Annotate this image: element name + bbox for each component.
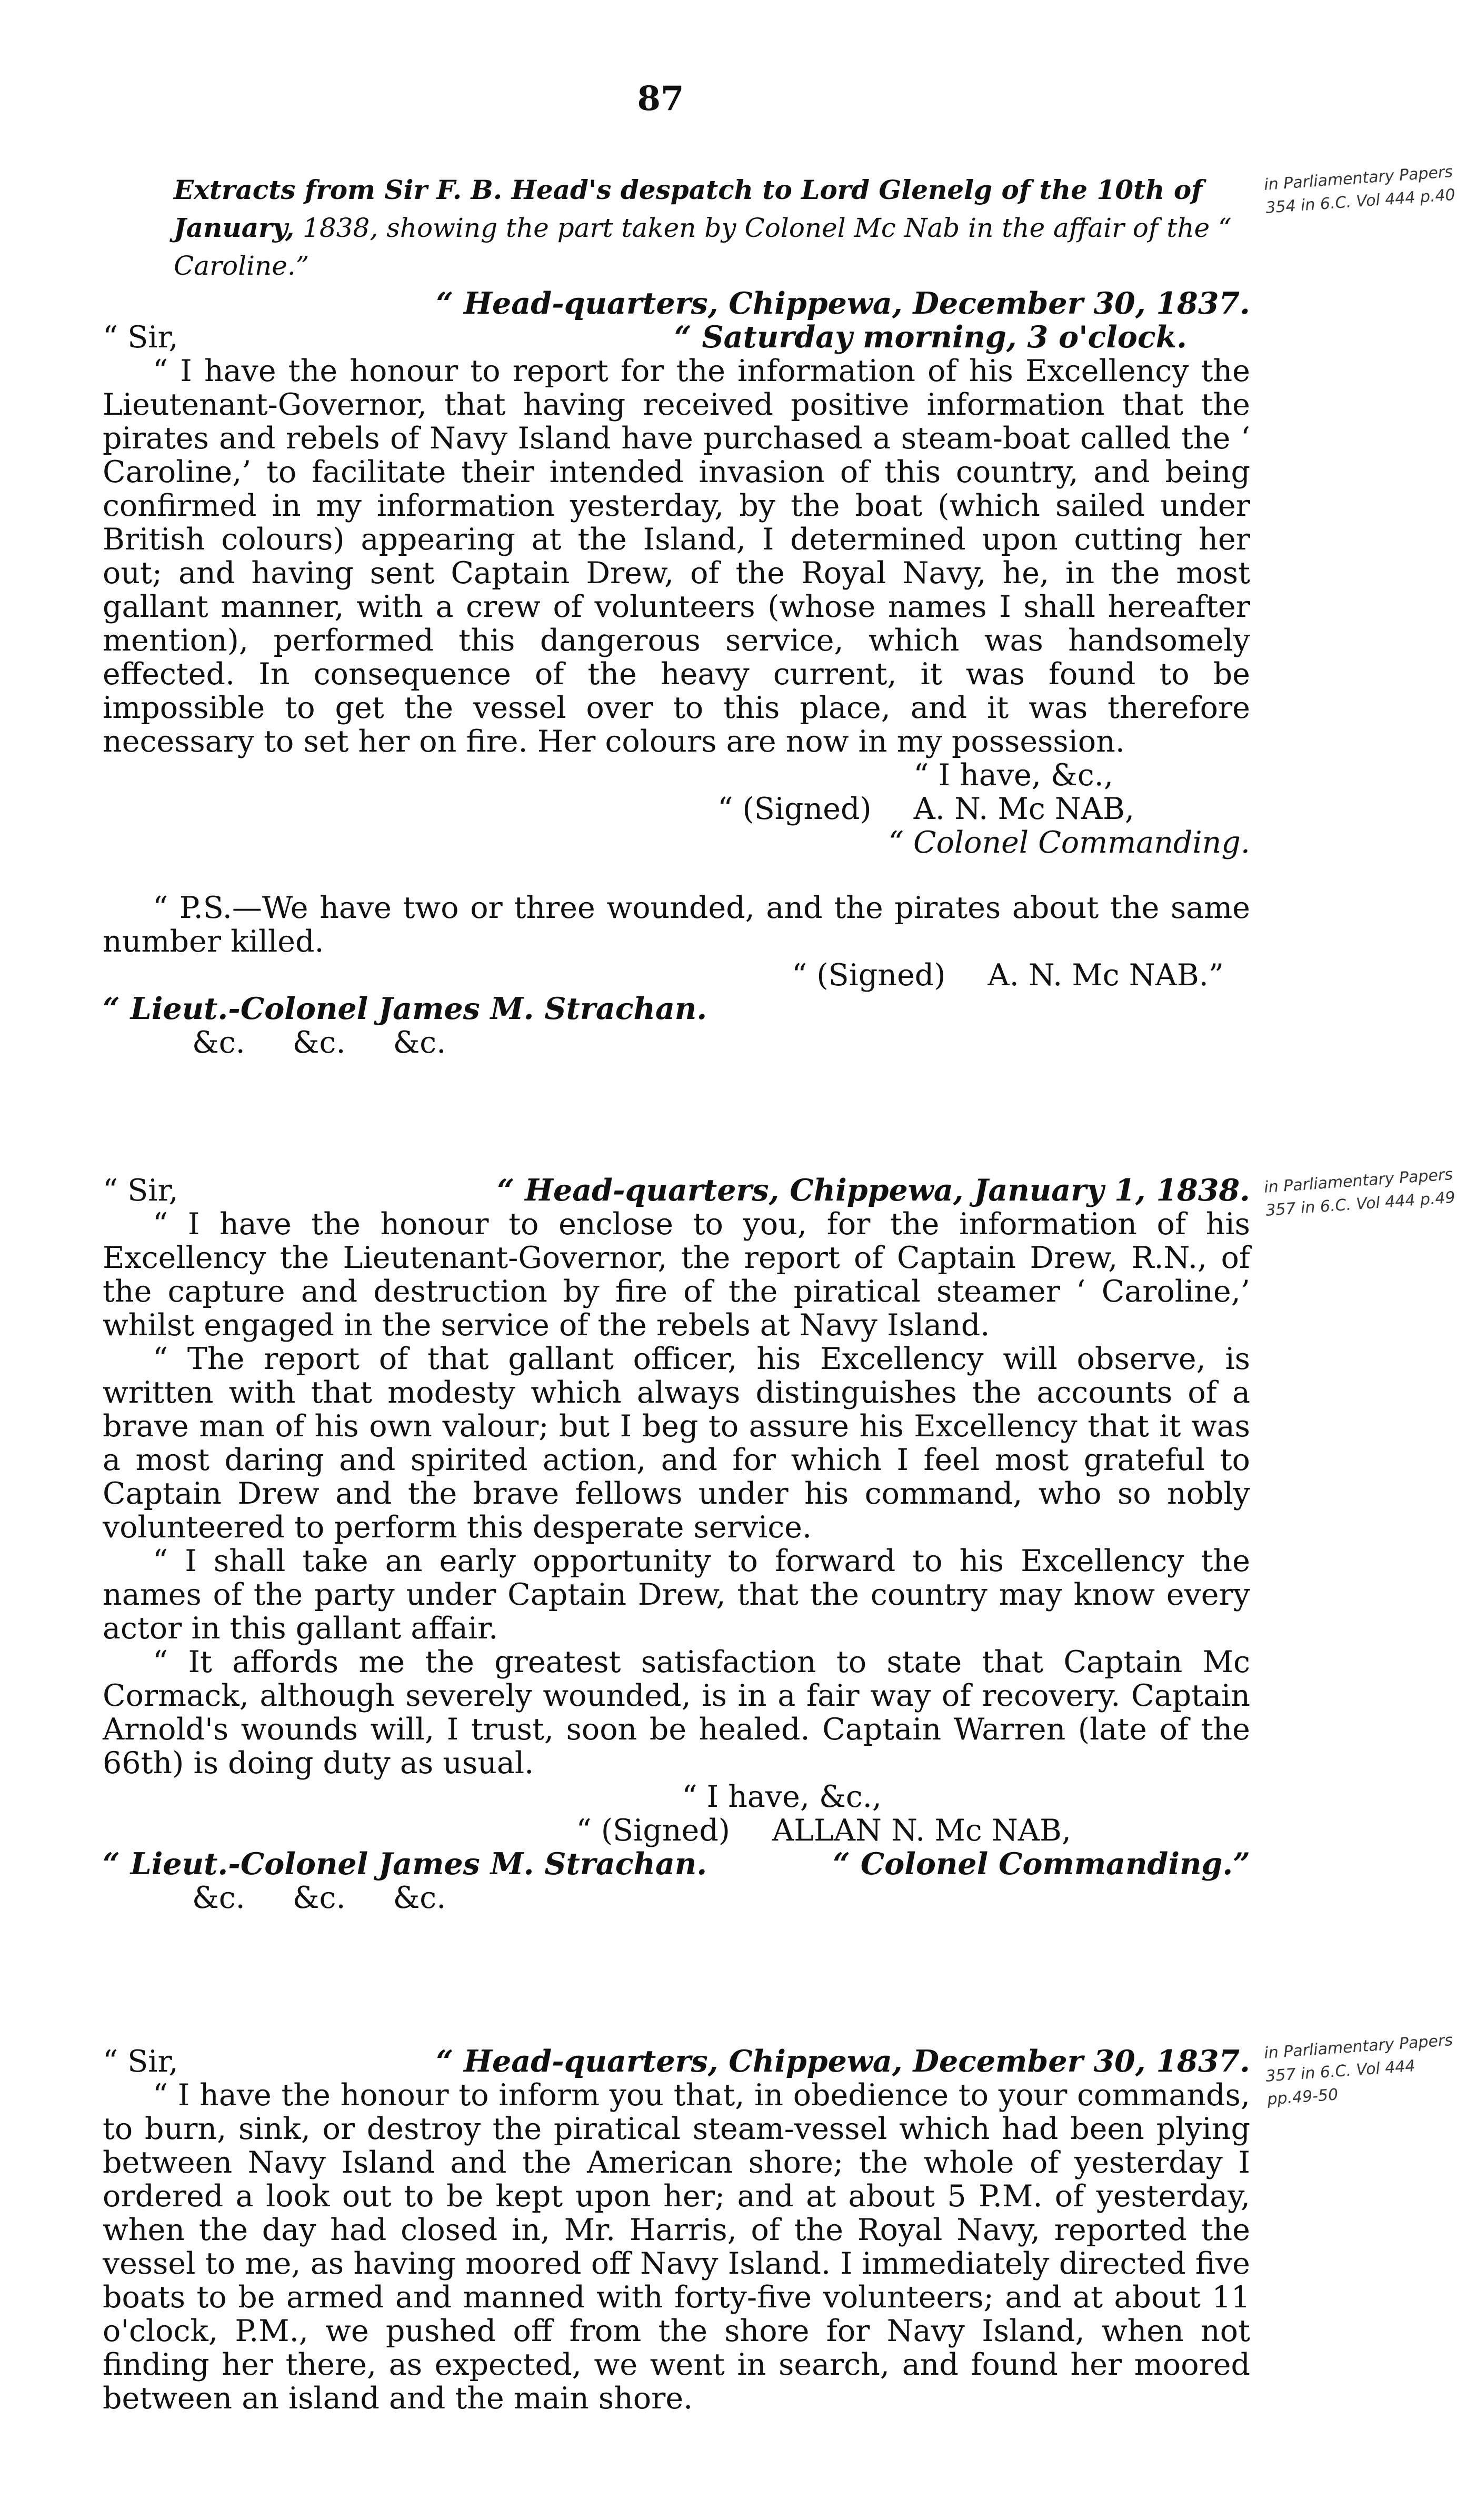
letter-2-paragraph: “ The report of that gallant officer, his Excellency will observe, is written with that modesty which always distinguishes the accounts of a brave man of his own valour; but I beg to assure his Excellency that it was a most daring and spirited action, and for which I feel most grateful to Captain Drew and the brave fellows under his command, who so nobly volunteered to perform this desperate service. bbox=[103, 1342, 1250, 1545]
letter-1-signed-label: “ (Signed) bbox=[717, 792, 872, 826]
etc-item: &c. bbox=[393, 1881, 446, 1915]
letter-2-etc bbox=[103, 1881, 1250, 1915]
letter-1-signed-name: A. N. Mc NAB, bbox=[913, 792, 1134, 826]
letter-1-postscript: “ P.S.—We have two or three wounded, and the pirates about the same number killed. bbox=[103, 891, 1250, 959]
letter-1-ps-signed-name: A. N. Mc NAB.” bbox=[987, 958, 1224, 993]
letter-1 bbox=[103, 287, 1250, 1059]
letter-1-ps-signed-label: “ (Signed) bbox=[792, 958, 946, 993]
margin-note-1: in Parliamentary Papers 354 in 6.C. Vol 444 p.40 bbox=[1263, 162, 1456, 217]
letter-2-closing: “ I have, &c., bbox=[682, 1779, 882, 1814]
letter-1-title: “ Colonel Commanding. bbox=[888, 825, 1250, 860]
letter-1-time: “ Saturday morning, 3 o'clock. bbox=[674, 319, 1187, 355]
letter-2-dateline: “ Head-quarters, Chippewa, January 1, 1838. bbox=[497, 1173, 1250, 1208]
letter-2-signed-label: “ (Signed) bbox=[576, 1813, 731, 1848]
letter-1-closing: “ I have, &c., bbox=[913, 758, 1113, 793]
etc-item: &c. bbox=[292, 1025, 346, 1060]
letter-1-ps-signature bbox=[103, 958, 1250, 992]
letter-2-addressee: “ Lieut.-Colonel James M. Strachan. bbox=[103, 1846, 707, 1882]
letter-2 bbox=[103, 1174, 1250, 1915]
document-heading bbox=[174, 171, 1250, 285]
letter-1-addressee: “ Lieut.-Colonel James M. Strachan. bbox=[103, 991, 707, 1026]
letter-2-signature bbox=[103, 1814, 1250, 1847]
letter-2-paragraph: “ It affords me the greatest satisfaction to state that Captain Mc Cormack, although severely wounded, is in a fair way of recovery. Captain Arnold's wounds will, I trust, soon be healed. Captain Warren (late of the 66th) is doing duty as usual. bbox=[103, 1645, 1250, 1781]
letter-2-title: “ Colonel Commanding.” bbox=[833, 1846, 1250, 1882]
etc-item: &c. bbox=[192, 1025, 245, 1060]
etc-item: &c. bbox=[292, 1881, 346, 1915]
margin-note-2: in Parliamentary Papers 357 in 6.C. Vol 444 p.49 bbox=[1263, 1165, 1456, 1220]
letter-1-signature bbox=[103, 792, 1250, 826]
letter-2-salutation: “ Sir, bbox=[103, 1173, 178, 1208]
letter-2-signed-name: ALLAN N. Mc NAB, bbox=[772, 1813, 1071, 1848]
letter-2-paragraph: “ I shall take an early opportunity to forward to his Excellency the names of the party under Captain Drew, that the country may know every actor in this gallant affair. bbox=[103, 1544, 1250, 1646]
etc-item: &c. bbox=[192, 1881, 245, 1915]
etc-item: &c. bbox=[393, 1025, 446, 1060]
heading-rest: 1838, showing the part taken by Colonel Mc Nab in the affair of the “ Caroline.” bbox=[174, 213, 1232, 281]
page-number: 87 bbox=[637, 79, 684, 118]
heading-lead: Extracts from Sir F. B. Head's despatch to Lord Glenelg of the 10th of January, bbox=[174, 174, 1203, 243]
letter-1-dateline: “ Head-quarters, Chippewa, December 30, 1837. bbox=[436, 286, 1250, 321]
margin-note-3: in Parliamentary Papers 357 in 6.C. Vol 444 pp.49-50 bbox=[1263, 2031, 1454, 2109]
letter-1-etc bbox=[103, 1026, 1250, 1059]
letter-2-paragraph: “ I have the honour to enclose to you, for the information of his Excellency the Lieutenant-Governor, the report of Captain Drew, R.N., of the capture and destruction by fire of the piratical steamer ‘ Caroline,’ whilst engaged in the service of the rebels at Navy Island. bbox=[103, 1207, 1250, 1343]
letter-3-salutation: “ Sir, bbox=[103, 2044, 178, 2079]
letter-3-dateline: “ Head-quarters, Chippewa, December 30, 1837. bbox=[436, 2044, 1250, 2079]
letter-3-body: “ I have the honour to inform you that, in obedience to your commands, to burn, sink, or destroy the piratical steam-vessel which had been plying between Navy Island and the American shore; the whole of yesterday I ordered a look out to be kept upon her; and at about 5 P.M. of yesterday, when the day had closed in, Mr. Harris, of the Royal Navy, reported the vessel to me, as having moored off Navy Island. I immediately directed five boats to be armed and manned with forty-five volunteers; and at about 11 o'clock, P.M., we pushed off from the shore for Navy Island, when not finding her there, as expected, we went in search, and found her moored between an island and the main shore. bbox=[103, 2078, 1250, 2416]
letter-1-salutation: “ Sir, bbox=[103, 320, 178, 355]
letter-1-body: “ I have the honour to report for the information of his Excellency the Lieutenant-Governor, that having received positive information that the pirates and rebels of Navy Island have purchased a steam-boat called the ‘ Caroline,’ to facilitate their intended invasion of this country, and being confirmed in my information yesterday, by the boat (which sailed under British colours) appearing at the Island, I determined upon cutting her out; and having sent Captain Drew, of the Royal Navy, he, in the most gallant manner, with a crew of volunteers (whose names I shall hereafter mention), performed this dangerous service, which was handsomely effected. In consequence of the heavy current, it was found to be impossible to get the vessel over to this place, and it was therefore necessary to set her on fire. Her colours are now in my possession. bbox=[103, 354, 1250, 759]
letter-3 bbox=[103, 2045, 1250, 2415]
